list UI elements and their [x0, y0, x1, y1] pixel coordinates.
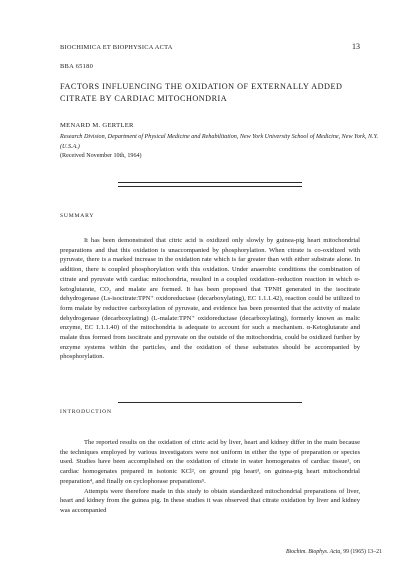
- introduction-paragraph-2: Attempts were therefore made in this study to obtain standardized mitochondrial preparations of liver, heart and kidney from the guinea pig. In these studies it was observed that citrate oxidation by liver and kidney was accompanied: [60, 487, 360, 514]
- author-affiliation: Research Division, Department of Physical Medicine and Rehabilitation, New York University School of Medicine, New York, N.Y. (U.S.A.): [60, 134, 378, 150]
- introduction-paragraph-1: The reported results on the oxidation of citric acid by liver, heart and kidney differ in the main because the techniques employed by various investigators were not uniform in either the type of preparation or species used. Studies have been accomplished on the oxidation of citrate in water homogenates of cardiac tissue¹, on cardiac homogenates prepared in isotonic KCl², on ground pig heart³, on guinea-pig heart mitochondrial preparation⁴, and finally on cyclophorase preparations⁵.: [60, 439, 360, 485]
- journal-name: BIOCHIMICA ET BIOPHYSICA ACTA: [60, 44, 173, 51]
- author-name: MENARD M. GERTLER: [60, 122, 134, 129]
- page-number: 13: [352, 42, 360, 51]
- article-title: FACTORS INFLUENCING THE OXIDATION OF EXTERNALLY ADDED CITRATE BY CARDIAC MITOCHONDRIA: [60, 82, 343, 103]
- bba-code: BBA 65180: [60, 63, 94, 70]
- citation-details: 99 (1965) 13–21: [343, 549, 382, 555]
- received-date: (Received November 10th, 1964): [60, 153, 142, 159]
- introduction-heading: INTRODUCTION: [60, 409, 112, 415]
- summary-section: [60, 236, 360, 362]
- citation-journal: Biochim. Biophys. Acta,: [286, 549, 342, 555]
- divider-top-second: [118, 186, 302, 187]
- divider-middle: [118, 402, 302, 403]
- summary-heading: SUMMARY: [60, 213, 95, 219]
- introduction-section: [60, 438, 360, 516]
- summary-paragraph: It has been demonstrated that citric acid is oxidized only slowly by guinea-pig heart mitochondrial preparations and that this oxidation is unaccompanied by phosphorylation. When citrate is co-oxidized with pyruvate, there is a marked increase in the oxidation rate which is far greater than with either substrate alone. In addition, there is coupled phosphorylation with this oxidation. Under anaerobic conditions the combination of citrate and pyruvate with cardiac mitochondria, resulted in a coupled oxidation–reduction reaction in which α-ketoglutarate, CO₂ and malate are formed. It has been proposed that TPNH generated in the isocitrate dehydrogenase (Ls-isocitrate:TPN⁺ oxidoreductase (decarboxylating), EC 1.1.1.42), reaction could be utilized to form malate by reductive carboxylation of pyruvate, and evidence has been presented that the activity of malate dehydrogenase (decarboxylating) (L-malate:TPN⁺ oxidoreductase (decarboxylating), formerly known as malic enzyme, EC 1.1.1.40) of the mitochondria is adequate to account for such a mechanism. α-Ketoglutarate and malate thus formed from isocitrate and pyruvate on the outside of the mitochondria, could be oxidized further by enzyme systems within the particles, and the oxidation of these substrates should be accompanied by phosphorylation.: [60, 237, 360, 361]
- footer-citation: [286, 549, 382, 555]
- divider-top: [118, 182, 302, 183]
